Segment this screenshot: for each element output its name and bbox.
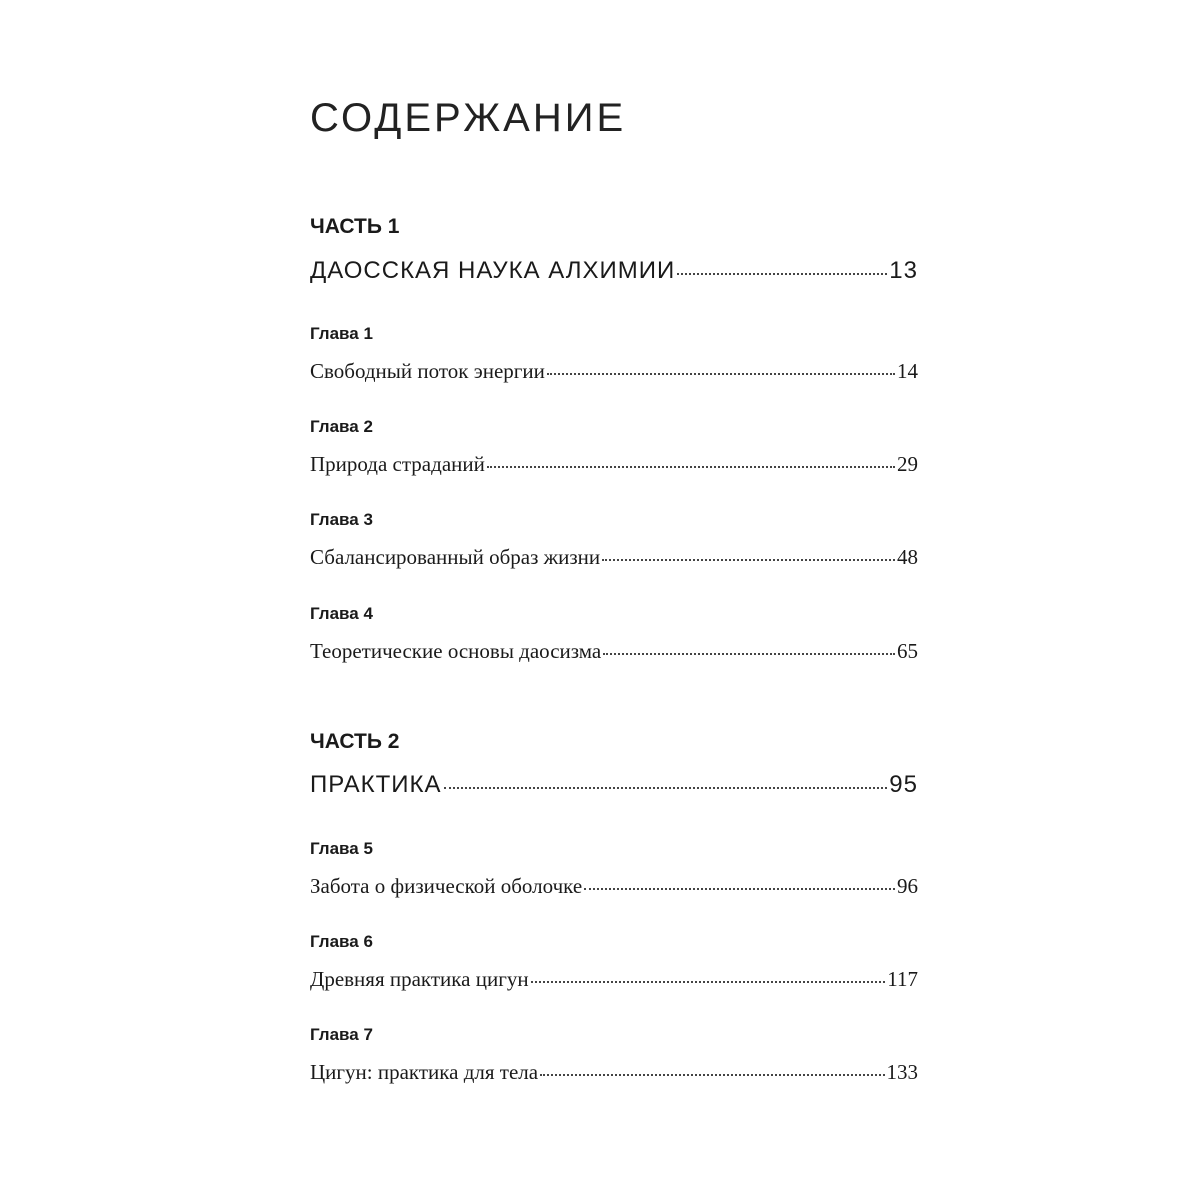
chapter-label: Глава 6 <box>310 932 373 951</box>
page-number: 95 <box>889 771 918 798</box>
page-number: 14 <box>897 359 918 383</box>
page-number: 133 <box>886 1060 918 1084</box>
chapter-title: Древняя практика цигун <box>310 967 529 991</box>
toc-entry-chapter-7[interactable] <box>310 1058 918 1086</box>
table-of-contents <box>310 0 920 1200</box>
dot-leader <box>487 466 895 468</box>
chapter-label: Глава 2 <box>310 417 373 436</box>
page-number: 29 <box>897 452 918 476</box>
chapter-title: Цигун: практика для тела <box>310 1060 539 1084</box>
page-number: 117 <box>887 967 918 991</box>
toc-entry-part-2[interactable] <box>310 770 918 800</box>
chapter-label: Глава 3 <box>310 510 373 529</box>
dot-leader <box>444 787 888 789</box>
page-title: СОДЕРЖАНИЕ <box>310 96 627 140</box>
chapter-label: Глава 7 <box>310 1025 373 1044</box>
chapter-title: Природа страданий <box>310 452 485 476</box>
chapter-title: Теоретические основы даосизма <box>310 639 602 663</box>
dot-leader <box>531 981 886 983</box>
dot-leader <box>584 888 895 890</box>
dot-leader <box>602 559 895 561</box>
chapter-title: Свободный поток энергии <box>310 359 545 383</box>
toc-entry-chapter-6[interactable] <box>310 965 918 993</box>
part-label: ЧАСТЬ 2 <box>310 730 400 753</box>
toc-entry-chapter-3[interactable] <box>310 543 918 571</box>
page-number: 65 <box>897 639 918 663</box>
toc-entry-part-1[interactable] <box>310 256 918 286</box>
chapter-label: Глава 1 <box>310 324 373 343</box>
chapter-label: Глава 4 <box>310 604 373 623</box>
dot-leader <box>547 373 895 375</box>
dot-leader <box>603 653 895 655</box>
chapter-title: Забота о физической оболочке <box>310 874 583 898</box>
page-number: 13 <box>889 257 918 284</box>
chapter-title: Сбалансированный образ жизни <box>310 545 601 569</box>
toc-entry-chapter-1[interactable] <box>310 357 918 385</box>
toc-entry-chapter-2[interactable] <box>310 450 918 478</box>
part-title: ДАОССКАЯ НАУКА АЛХИМИИ <box>310 257 676 284</box>
chapter-label: Глава 5 <box>310 839 373 858</box>
dot-leader <box>540 1074 884 1076</box>
page-number: 48 <box>897 545 918 569</box>
dot-leader <box>677 273 887 275</box>
toc-entry-chapter-4[interactable] <box>310 637 918 665</box>
toc-entry-chapter-5[interactable] <box>310 872 918 900</box>
page-number: 96 <box>897 874 918 898</box>
part-label: ЧАСТЬ 1 <box>310 215 400 238</box>
part-title: ПРАКТИКА <box>310 771 442 798</box>
